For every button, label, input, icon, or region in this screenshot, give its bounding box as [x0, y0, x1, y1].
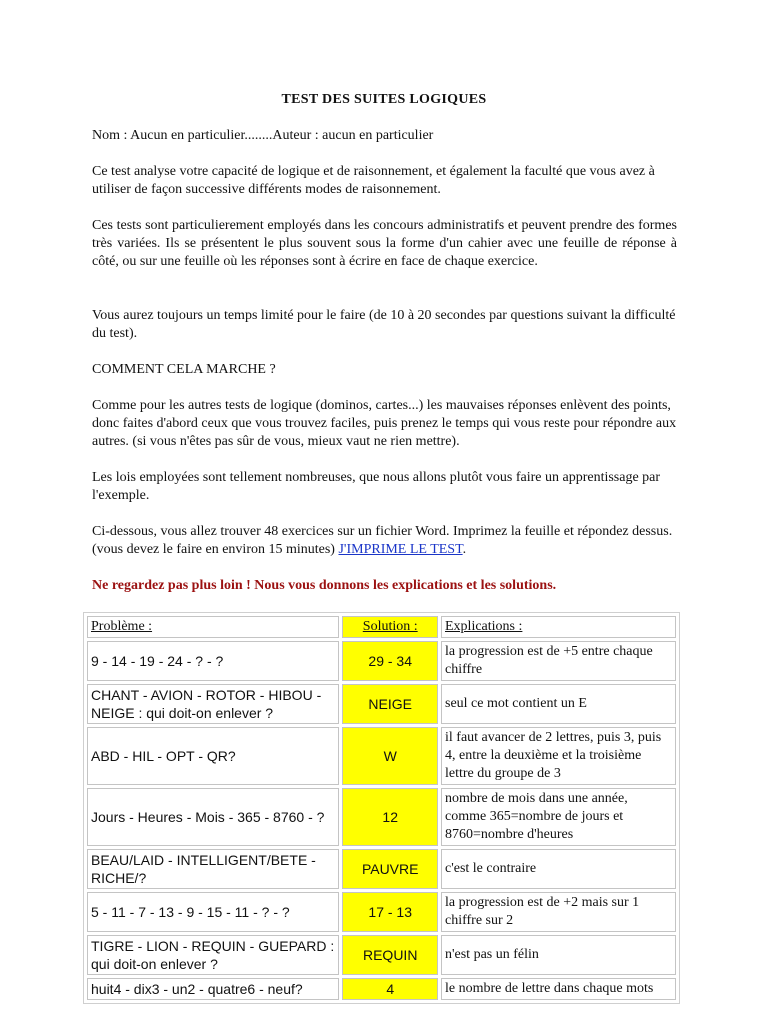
explanation-cell: c'est le contraire — [441, 849, 676, 889]
problem-cell: huit4 - dix3 - un2 - quatre6 - neuf? — [87, 978, 339, 1000]
problem-cell: TIGRE - LION - REQUIN - GUEPARD : qui doit-on enlever ? — [87, 935, 339, 975]
table-row — [87, 788, 676, 846]
explanation-cell: seul ce mot contient un E — [441, 684, 676, 724]
solution-cell: W — [342, 727, 438, 785]
problem-cell: 9 - 14 - 19 - 24 - ? - ? — [87, 641, 339, 681]
author-line: Nom : Aucun en particulier........Auteur : aucun en particulier — [92, 128, 434, 143]
header-explanation: Explications : — [441, 616, 676, 638]
table-row — [87, 849, 676, 889]
section-heading: COMMENT CELA MARCHE ? — [92, 362, 276, 377]
instructions-paragraph: Comme pour les autres tests de logique (dominos, cartes...) les mauvaises réponses enlèvent des points, donc faites d'abord ceux que vous trouvez faciles, puis prenez le temps qui vous reste pour répondre aux autres. (si vous n'êtes pas sûr de vous, mieux vaut ne rien mettre). — [92, 398, 677, 449]
page-title: TEST DES SUITES LOGIQUES — [281, 92, 487, 107]
table-header-row — [87, 616, 676, 638]
method-paragraph: Les lois employées sont tellement nombreuses, que nous allons plutôt vous faire un apprentissage par l'exemple. — [92, 470, 661, 503]
solution-cell: 12 — [342, 788, 438, 846]
explanation-cell: il faut avancer de 2 lettres, puis 3, puis 4, entre la deuxième et la troisième lettre du groupe de 3 — [441, 727, 676, 785]
table-row — [87, 727, 676, 785]
explanation-cell: n'est pas un félin — [441, 935, 676, 975]
download-paragraph — [92, 523, 677, 559]
download-text: Ci-dessous, vous allez trouver 48 exercices sur un fichier Word. Imprimez la feuille et répondez dessus. (vous devez le faire en environ 15 minutes) — [92, 524, 673, 557]
problem-cell: BEAU/LAID - INTELLIGENT/BETE - RICHE/? — [87, 849, 339, 889]
solution-cell: 29 - 34 — [342, 641, 438, 681]
problem-cell: 5 - 11 - 7 - 13 - 9 - 15 - 11 - ? - ? — [87, 892, 339, 932]
table-row — [87, 935, 676, 975]
table-row — [87, 684, 676, 724]
solution-cell: 4 — [342, 978, 438, 1000]
explanation-cell: nombre de mois dans une année, comme 365=nombre de jours et 8760=nombre d'heures — [441, 788, 676, 846]
solution-cell: 17 - 13 — [342, 892, 438, 932]
time-limit-paragraph: Vous aurez toujours un temps limité pour le faire (de 10 à 20 secondes par questions suivant la difficulté du test). — [92, 308, 676, 341]
explanation-cell: la progression est de +5 entre chaque chiffre — [441, 641, 676, 681]
header-problem: Problème : — [87, 616, 339, 638]
table-row — [87, 892, 676, 932]
problem-cell: Jours - Heures - Mois - 365 - 8760 - ? — [87, 788, 339, 846]
table-row — [87, 978, 676, 1000]
print-test-link[interactable]: J'IMPRIME LE TEST — [338, 542, 463, 557]
description-paragraph: Ces tests sont particulierement employés dans les concours administratifs et peuvent prendre des formes très variées. Ils se présentent le plus souvent sous la forme d'un cahier avec une feuille de réponse à côté, ou sur une feuille où les réponses sont à écrire en face de chaque exercice. — [92, 218, 677, 269]
problem-cell: CHANT - AVION - ROTOR - HIBOU - NEIGE : qui doit-on enlever ? — [87, 684, 339, 724]
solution-cell: PAUVRE — [342, 849, 438, 889]
table-row — [87, 641, 676, 681]
header-solution: Solution : — [342, 616, 438, 638]
intro-paragraph: Ce test analyse votre capacité de logique et de raisonnement, et également la faculté que vous avez à utiliser de façon successive différents modes de raisonnement. — [92, 164, 655, 197]
solutions-table — [83, 612, 680, 1004]
link-period: . — [462, 542, 467, 557]
problem-cell: ABD - HIL - OPT - QR? — [87, 727, 339, 785]
solution-cell: NEIGE — [342, 684, 438, 724]
explanation-cell: le nombre de lettre dans chaque mots — [441, 978, 676, 1000]
warning-text: Ne regardez pas plus loin ! Nous vous donnons les explications et les solutions. — [92, 578, 557, 593]
solution-cell: REQUIN — [342, 935, 438, 975]
explanation-cell: la progression est de +2 mais sur 1 chiffre sur 2 — [441, 892, 676, 932]
